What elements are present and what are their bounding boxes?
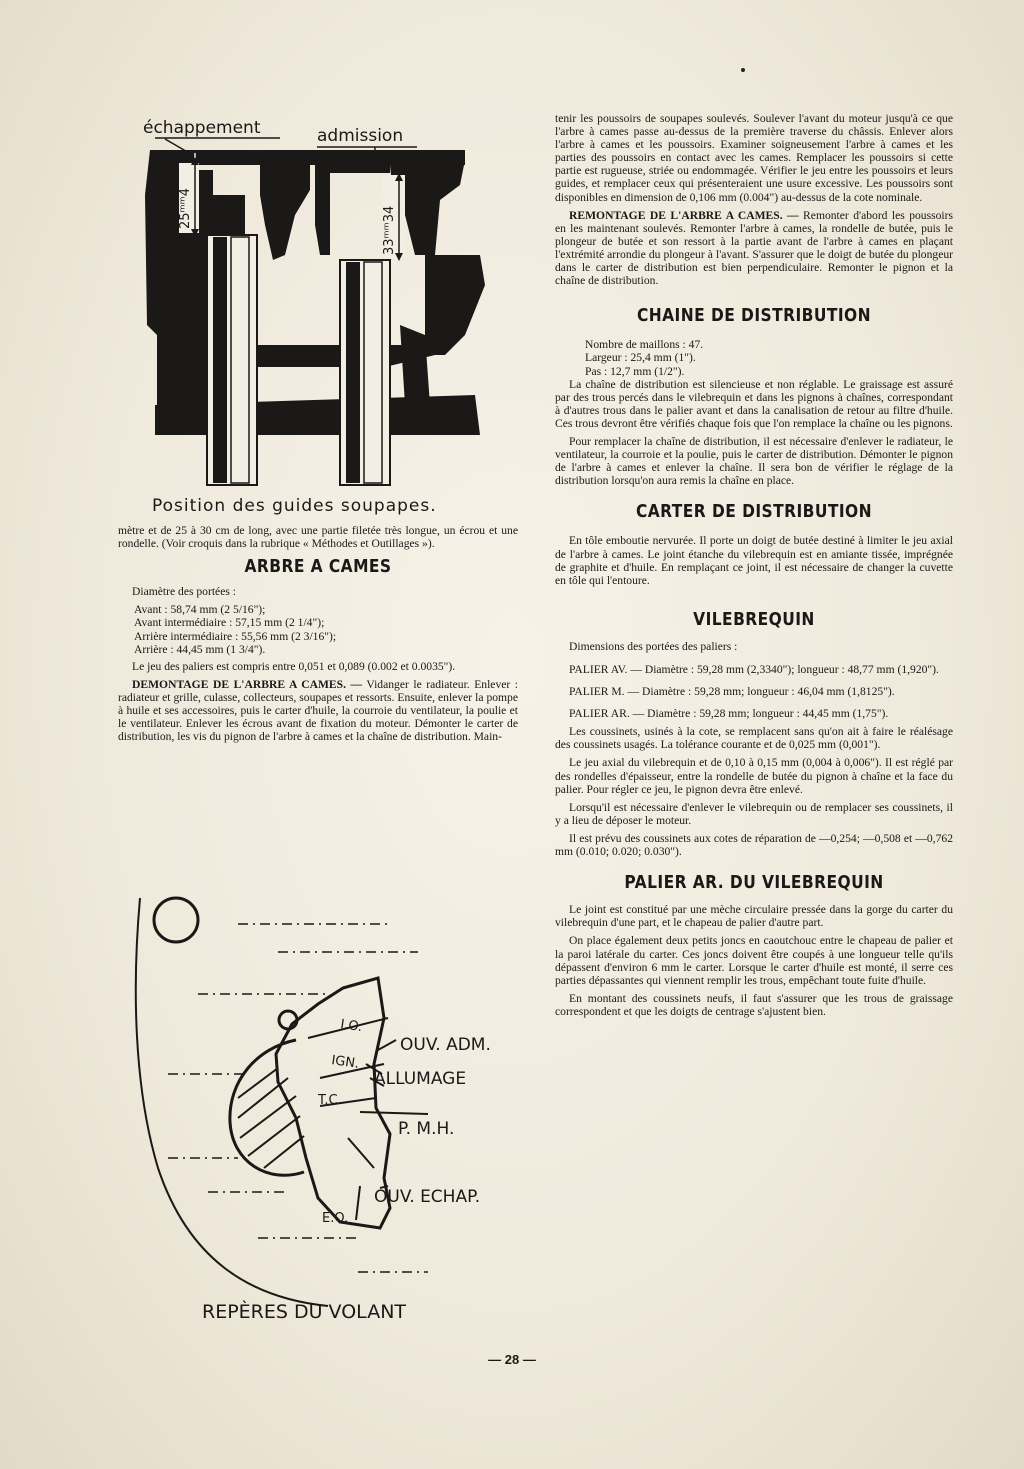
heading-palier-ar-vilebrequin: PALIER AR. DU VILEBREQUIN bbox=[624, 872, 884, 894]
vilebrequin-paragraph-2: Le jeu axial du vilebrequin et de 0,10 à 0,15 mm (0,004 à 0,006"). Il est réglé par des rondelles d'épaisseur, entre la rondelle de butée du pignon à chaîne et la face du palier. Pour régler ce jeu, le pignon devra être enlevé. bbox=[555, 756, 953, 796]
palier-paragraph-2: On place également deux petits joncs en caoutchouc entre le chapeau de palier et la paroi latérale du carter. Ces joncs doivent être coupés à une longueur telle qu'ils dépassent d'environ 6 mm le carter. Lorsque le carter d'huile est monté, il serre ces parties dépassantes qui viennent remplir les trous, empêchant toute fuite d'huile. bbox=[555, 934, 953, 987]
vilebrequin-paragraph-3: Lorsqu'il est nécessaire d'enlever le vilebrequin ou de remplacer ses coussinets, il y a lieu de déposer le moteur. bbox=[555, 800, 953, 827]
arbre-spec-item: Arrière intermédiaire : 55,56 mm (2 3/16"); bbox=[134, 629, 337, 643]
heading-carter-distribution: CARTER DE DISTRIBUTION bbox=[635, 501, 873, 523]
chaine-specs bbox=[555, 338, 953, 377]
label-ign: IGN. bbox=[330, 1053, 361, 1072]
arbre-spec-item: Avant : 58,74 mm (2 5/16"); bbox=[134, 603, 266, 617]
arbre-spec-item: Avant intermédiaire : 57,15 mm (2 1/4"); bbox=[134, 616, 325, 630]
palier-paragraph-1: Le joint est constitué par une mèche circulaire pressée dans la gorge du carter du vilebrequin d'une part, et le chapeau de palier d'autre part. bbox=[555, 903, 953, 930]
palier-ar: PALIER AR. — Diamètre : 59,28 mm; longueur : 44,45 mm (1,75"). bbox=[569, 707, 889, 721]
arbre-spec-item: Arrière : 44,45 mm (1 3/4"). bbox=[134, 642, 266, 656]
arbre-specs bbox=[118, 603, 518, 655]
remontage-paragraph bbox=[555, 209, 953, 288]
label-admission: admission bbox=[317, 126, 404, 146]
chaine-spec-item: Largeur : 25,4 mm (1"). bbox=[585, 351, 696, 365]
flywheel-marks-figure bbox=[128, 868, 528, 1338]
arbre-intro: Diamètre des portées : bbox=[132, 585, 236, 599]
label-echappement: échappement bbox=[143, 118, 261, 138]
chaine-spec-item: Nombre de maillons : 47. bbox=[585, 338, 704, 352]
figure-caption-volant: REPÈRES DU VOLANT bbox=[202, 1301, 407, 1323]
label-ouv-adm: OUV. ADM. bbox=[400, 1035, 491, 1055]
page-number: — 28 — bbox=[488, 1352, 536, 1367]
carter-paragraph: En tôle emboutie nervurée. Il porte un doigt de butée destiné à limiter le jeu axial de l'arbre à cames. Le joint étanche du vilebrequin est en amiante tissée, imprégnée de graphite et d'huile. En remplaçant ce joint, il est nécessaire de changer la cuvette en tôle qui l'entoure. bbox=[555, 534, 953, 587]
figure-caption-guides: Position des guides soupapes. bbox=[152, 496, 437, 516]
label-tc: T.C. bbox=[318, 1093, 342, 1108]
dim-right: 33ᵐᵐ34 bbox=[382, 205, 397, 255]
remontage-text: Remonter d'abord les poussoirs en les maintenant soulevés. Remonter l'arbre à cames, la rondelle de butée, puis le plongeur de butée et son ressort à la partie avant de l'arbre à cames en plaçant l'extrémité arrondie du plongeur à l'avant. S'assurer que le doigt de butée du plongeur dans le carter de distribution est bien perpendiculaire. Remonter le pignon et la chaîne de distribution. bbox=[555, 208, 954, 288]
remontage-lead: REMONTAGE DE L'ARBRE A CAMES. — bbox=[569, 208, 799, 222]
label-io: I.O. bbox=[339, 1017, 364, 1035]
label-ouv-echap: OUV. ECHAP. bbox=[374, 1187, 481, 1207]
label-allumage: ALLUMAGE bbox=[374, 1069, 467, 1089]
demontage-text: Vidanger le radiateur. Enlever : radiateur et grille, culasse, collecteurs, soupapes et ressorts. Ensuite, enlever la pompe à huile et ses accessoires, puis le carter d'huile, la courroie du ventilateur, la poulie et le ventilateur. Enlever les écrous avant de fixation du moteur. Démonter le carter de distribution, les vis du pignon de l'arbre à cames et la chaîne de distribution. Main- bbox=[118, 677, 518, 744]
demontage-lead: DEMONTAGE DE L'ARBRE A CAMES. — bbox=[132, 677, 363, 691]
left-column bbox=[118, 524, 518, 748]
dim-left: 25ᵐᵐ4 bbox=[178, 187, 193, 229]
label-pmh: P. M.H. bbox=[398, 1119, 455, 1139]
left-continuation: mètre et de 25 à 30 cm de long, avec une partie filetée très longue, un écrou et une rondelle. (Voir croquis dans la rubrique « Méthodes et Outillages »). bbox=[118, 524, 518, 551]
right-continuation: tenir les poussoirs de soupapes soulevés. Soulever l'avant du moteur jusqu'à ce que l'arbre à cames passe au-dessus de la première traverse du châssis. Enlever alors l'arbre à cames et les poussoirs. Examiner soigneusement l'arbre à cames et les parties des poussoirs en contact avec les cames. Remplacer les poussoirs si cette partie est rugueuse, striée ou endommagée. Vérifier le jeu entre les poussoirs et leurs guides, et remplacer ceux qui présenteraient une usure excessive. Les poussoirs sont disponibles en dimension de 0,106 mm (0.004") au-dessus de la cote nominale. bbox=[555, 112, 953, 204]
demontage-paragraph bbox=[118, 678, 518, 743]
palier-av: PALIER AV. — Diamètre : 59,28 mm (2,3340"); longueur : 48,77 mm (1,920"). bbox=[569, 663, 939, 676]
heading-arbre-a-cames: ARBRE A CAMES bbox=[244, 556, 392, 578]
vilebrequin-paragraph-4: Il est prévu des coussinets aux cotes de réparation de —0,254; —0,508 et —0,762 mm (0.010; 0.020; 0.030"). bbox=[555, 831, 953, 859]
chaine-paragraph-2: Pour remplacer la chaîne de distribution, il est nécessaire d'enlever le radiateur, le ventilateur, la courroie et la poulie, puis le carter de distribution. Démonter le pignon de l'arbre à cames et enlever la chaîne. Il sera bon de vérifier le réglage de la distribution lorsqu'on aura remis la chaîne en place. bbox=[555, 434, 953, 488]
speck bbox=[741, 68, 745, 72]
label-eo: E.O. bbox=[322, 1211, 349, 1226]
heading-chaine-distribution: CHAINE DE DISTRIBUTION bbox=[636, 305, 872, 327]
vilebrequin-intro: Dimensions des portées des paliers : bbox=[569, 639, 738, 653]
chaine-spec-item: Pas : 12,7 mm (1/2"). bbox=[585, 364, 685, 378]
palier-m: PALIER M. — Diamètre : 59,28 mm; longueur : 46,04 mm (1,8125"). bbox=[569, 685, 895, 699]
vilebrequin-paragraph-1: Les coussinets, usinés à la cote, se remplacent sans qu'on ait à faire le réalésage des coussinets usagés. La tolérance courante et de 0,025 mm (0,001"). bbox=[555, 725, 953, 752]
palier-paragraph-3: En montant des coussinets neufs, il faut s'assurer que les trous de graissage correspondent et que les doigts de centrage s'ajustent bien. bbox=[555, 991, 953, 1018]
right-column bbox=[555, 112, 953, 1023]
arbre-jeu: Le jeu des paliers est compris entre 0,051 et 0,089 (0.002 et 0.0035"). bbox=[132, 659, 456, 673]
valve-guides-figure bbox=[135, 105, 515, 500]
chaine-paragraph-1: La chaîne de distribution est silencieuse et non réglable. Le graissage est assuré par des trous percés dans le vilebrequin et dans les pignons à chaînes, correspondant à d'autres trous dans le palier avant et dans la canalisation de retour au filtre d'huile. Ces trous devront être vérifiés chaque fois que l'on remplace la chaîne ou les pignons. bbox=[555, 377, 953, 430]
heading-vilebrequin: VILEBREQUIN bbox=[693, 608, 815, 630]
